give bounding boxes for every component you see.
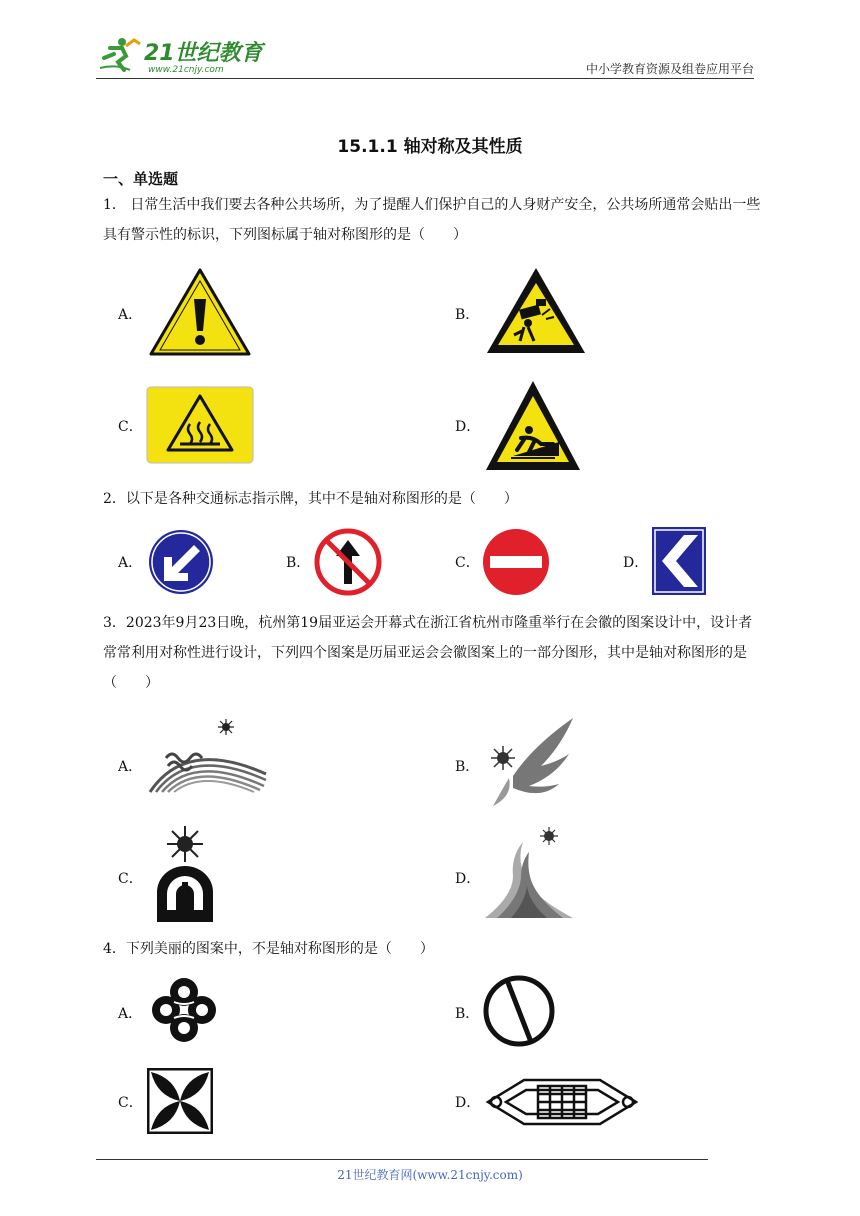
footer-divider — [96, 1159, 708, 1160]
slippery-floor-warning-icon — [483, 378, 583, 478]
page-title: 15.1.1 轴对称及其性质 — [337, 137, 523, 157]
question-4-text: 4．下列美丽的图案中，不是轴对称图形的是（ ） — [103, 941, 434, 957]
hot-surface-warning-icon — [146, 386, 254, 468]
guangzhou-wing-emblem-icon — [483, 716, 577, 812]
chevron-left-sign-icon — [652, 527, 706, 599]
falling-objects-warning-icon — [484, 265, 588, 361]
q4-option-d-label: D． — [455, 1095, 481, 1111]
q3-option-d-label: D． — [455, 871, 481, 887]
question-2-text: 2．以下是各种交通标志指示牌，其中不是轴对称图形的是（ ） — [103, 491, 518, 507]
question-3-text: 3．2023年9月23日晚，杭州第19届亚运会开幕式在浙江省杭州市隆重举行在会徽的图案设计中，设计者常常利用对称性进行设计，下列四个图案是历届亚运会会徽图案上的一部分图形，其中是轴对称图形的是（ ） — [103, 615, 753, 691]
keep-left-arrow-sign-icon — [148, 529, 214, 599]
q2-option-b-label: B． — [286, 555, 311, 571]
q2-option-d-label: D． — [623, 555, 649, 571]
platform-name: 中小学教育资源及组卷应用平台 — [585, 62, 754, 76]
chinese-knot-icon — [484, 1072, 640, 1136]
logo — [96, 34, 266, 76]
question-1-text: 1． 日常生活中我们要去各种公共场所，为了提醒人们保护自己的人身财产安全，公共场所通常会贴出一些具有警示性的标识，下列图标属于轴对称图形的是（ ） — [103, 197, 761, 243]
q3-option-a-label: A． — [118, 759, 143, 775]
q4-option-c-label: C． — [118, 1095, 143, 1111]
no-entry-sign-icon — [482, 528, 550, 600]
q4-option-b-label: B． — [455, 1006, 480, 1022]
svg-text:www.21cnjy.com: www.21cnjy.com — [148, 65, 224, 75]
q2-option-a-label: A． — [118, 555, 143, 571]
q3-option-b-label: B． — [455, 759, 480, 775]
slashed-circle-icon — [482, 974, 556, 1052]
q1-option-b-label: B． — [455, 307, 480, 323]
q1-option-c-label: C． — [118, 419, 143, 435]
sun-emblem-icon — [154, 822, 216, 928]
no-straight-ahead-sign-icon — [314, 528, 382, 600]
q2-option-c-label: C． — [455, 555, 480, 571]
q3-option-c-label: C． — [118, 871, 143, 887]
q4-option-a-label: A． — [118, 1006, 143, 1022]
svg-text:21世纪教育: 21世纪教育 — [144, 41, 263, 66]
flame-emblem-icon — [483, 826, 575, 924]
section-heading: 一、单选题 — [103, 170, 179, 188]
header-divider — [96, 78, 754, 79]
q1-option-d-label: D． — [455, 419, 481, 435]
hangzhou-emblem-icon — [146, 718, 270, 798]
four-loop-knot-icon — [150, 976, 218, 1048]
footer-link[interactable]: 21世纪教育网(www.21cnjy.com) — [337, 1168, 523, 1182]
four-leaf-square-icon — [147, 1068, 213, 1138]
q1-option-a-label: A． — [118, 307, 143, 323]
exclamation-warning-icon — [148, 267, 252, 361]
